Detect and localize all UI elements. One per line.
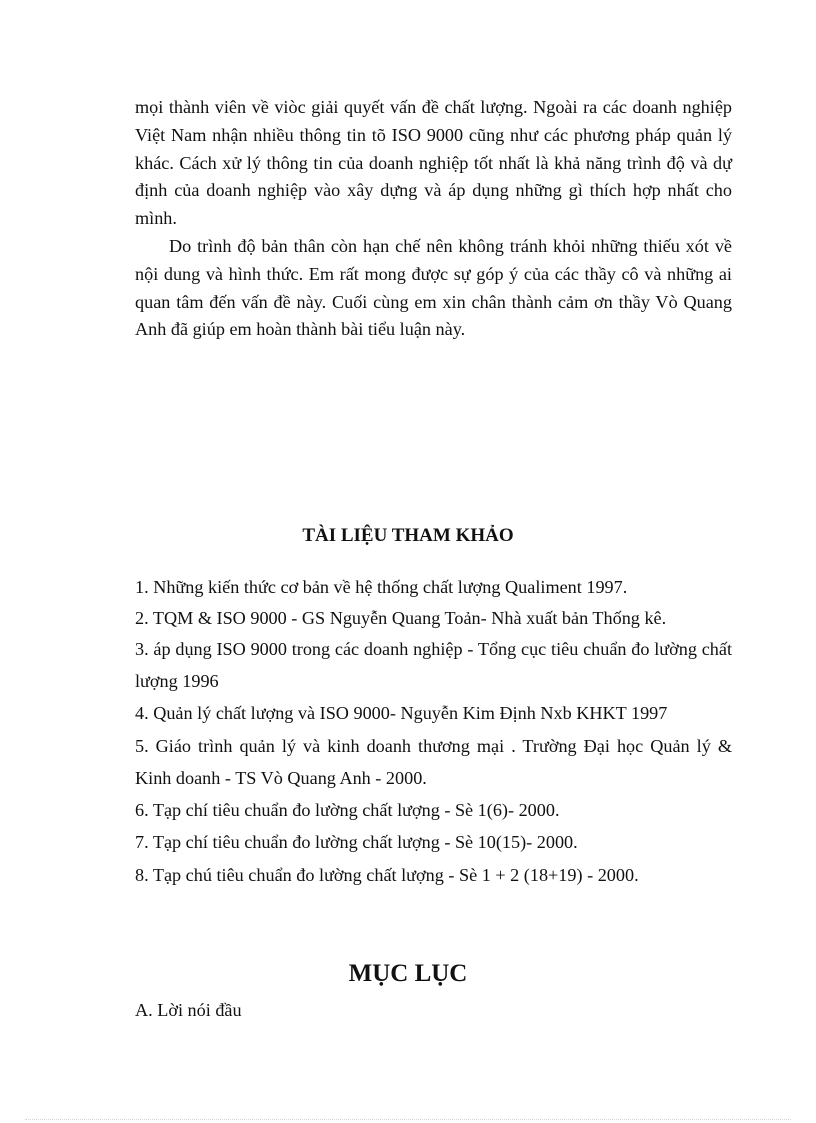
reference-item: 8. Tạp chú tiêu chuẩn đo lường chất lượng - Sè 1 + 2 (18+19) - 2000.	[135, 865, 639, 885]
toc-title: MỤC LỤC	[348, 960, 468, 987]
reference-item: 6. Tạp chí tiêu chuẩn đo lường chất lượng - Sè 1(6)- 2000.	[135, 800, 560, 820]
toc-item-loi-noi-dau: A. Lời nói đầu	[135, 1000, 242, 1020]
reference-item: 3. áp dụng ISO 9000 trong các doanh nghiệp - Tổng cục tiêu chuẩn đo lường chất lượng 1996	[135, 639, 732, 691]
reference-item: 5. Giáo trình quản lý và kinh doanh thương mại . Trường Đại học Quản lý & Kinh doanh - TS Vò Quang Anh - 2000.	[135, 736, 732, 788]
reference-item: 1. Những kiến thức cơ bản về hệ thống chất lượng Qualiment 1997.	[135, 577, 628, 597]
references-title: TÀI LIỆU THAM KHẢO	[302, 525, 514, 546]
body-paragraph-2: Do trình độ bản thân còn hạn chế nên không tránh khỏi những thiếu xót về nội dung và hình thức. Em rất mong được sự góp ý của các thầy cô và những ai quan tâm đến vấn đề này. Cuối cùng em xin chân thành cảm ơn thầy Vò Quang Anh đã giúp em hoàn thành bài tiểu luận này.	[135, 236, 732, 340]
page-bottom-rule	[25, 1119, 791, 1120]
reference-item: 7. Tạp chí tiêu chuẩn đo lường chất lượng - Sè 10(15)- 2000.	[135, 832, 578, 852]
reference-item: 4. Quản lý chất lượng và ISO 9000- Nguyễn Kim Định Nxb KHKT 1997	[135, 703, 668, 723]
reference-item: 2. TQM & ISO 9000 - GS Nguyễn Quang Toản- Nhà xuất bản Thống kê.	[135, 608, 667, 628]
body-paragraph-1: mọi thành viên về viòc giải quyết vấn đề chất lượng. Ngoài ra các doanh nghiệp Việt Nam nhận nhiều thông tin tõ ISO 9000 cũng như các phương pháp quản lý khác. Cách xử lý thông tin của doanh nghiệp tốt nhất là khả năng trình độ và dự định của doanh nghiệp vào xây dựng và áp dụng những gì thích hợp nhất cho mình.	[135, 97, 732, 229]
